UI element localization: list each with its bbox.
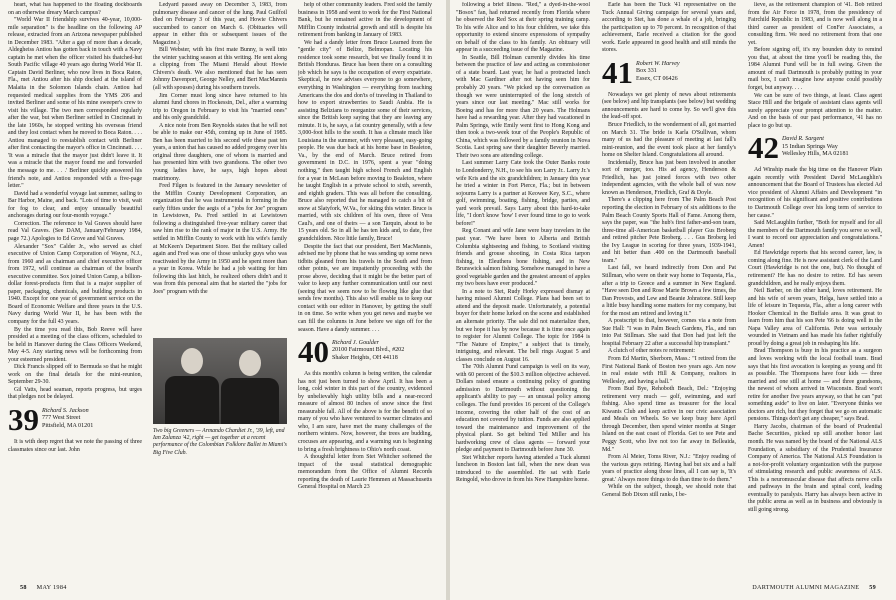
page-number: 58	[20, 584, 27, 591]
paragraph: Ed Hawkridge reports that his second career, law, is coming along fine. He is now assistant clerk of the Land Court (Hawkridge is not the one, but). No thought of retirement? He has no desire to retire. Ed has seven grandchildren, and he really enjoys them.	[748, 250, 882, 287]
paragraph: A nice note from Ben Reynolds states that he will not be able to make our 45th, coming up in June of 1985. Ben has been married to his second wife these past ten years, a union that has caused no added progeny over his original three daughters, one of whom is married and has presented him with two grandsons. The other two young ladies have, he says, high hopes about matrimony.	[153, 122, 287, 182]
left-page	[0, 0, 446, 600]
class-number: 42	[748, 130, 779, 166]
left-footer	[12, 584, 67, 591]
paragraph: Ledyard passed away on December 3, 1983, from pulmonary disease and cancer of the lung. Paul Guilfoil died on February 3 of this year, and Howie Chivers succumbed to cancer on March 6. (Obituaries will appear in either this or subsequent issues of the Magazine.)	[153, 2, 287, 46]
class-header-40	[298, 334, 432, 370]
paragraph: Reg Conant and wife Jane were busy travelers in the past year. "We have been to Alberta and British Columbia sightseeing and fishing, to Scotland visiting friends and grouse shooting, in Costa Rica tarpon fishing, in Eleuthera bone fishing, and in New Brunswick salmon fishing. Somehow managed to have a good vegetable garden and the greatest amount of apples my two bees have ever produced."	[456, 228, 590, 288]
address-line: Box 331	[636, 68, 657, 75]
left-column-1	[8, 2, 142, 574]
address-line: 20100 Fairmount Blvd., #202	[332, 347, 405, 354]
paragraph: Last summer Larry Cate took the Outer Banks route to Londonderry, N.H., to see his son Larry Jr.. Larry Jr.'s wife Kris and the six grandchildren; in January this year he tried a winter in Fort Pierce, Fla.; but in between sojourns Larry is a partner at Keowee Key, S.C., where golf, swimming, boating, fishing, bridge, parties, and yard work prevail. Says Larry about this hard-to-take life, "I don't know 'how' I ever found time to go to work before!"	[456, 160, 590, 227]
paragraph: There's a clipping here from The Palm Beach Post reporting the election in February of six additions to the Palm Beach County Sports Hall of Fame. Among them, says the paper, was "the hub's first father-and-son team, three-time all-American basketball player Gus Broberg and retired pitcher Pete Broberg. . . . Gus Broberg led the Ivy League in scoring for three years, 1939-1941, and hit better than .400 on the Dartmouth baseball team."	[602, 197, 736, 264]
address-line: Wellesley Hills, MA 02181	[782, 151, 849, 158]
paragraph: Brad Thompson is busy in his practice as a surgeon and loves working with the local football team. Brad says that his first avocation is keeping as young and fit as possible. The Thompsons have four kids — three married and one still at home — and three grandsons, the newest of whom arrived in Wisconsin. Brad won't retire for another five years anyway, so that he can "put something aside" to live on later. "Everyone thinks we doctors are rich, but they forget that we go on automatic pensions. Things don't get any cheaper," says Brad.	[748, 348, 882, 423]
paragraph: By the time you read this, Bob Reeve will have presided at a meeting of the class officers, scheduled to be held in Hanover during the Class Officers Weekend, May 4-5. Any starting news will be forthcoming from your esteemed president.	[8, 326, 142, 363]
paragraph: Fred Filgen is featured in the January newsletter of the Mifflin County Development Corporation, an organization that he was instrumental in forming in the early fifties under the aegis of a "jobs for Joe" program in Lewistown, Pa. Fred settled in at Lewistown following a distinguished five-year military career that saw him rise to the rank of major in the U.S. Army. He settled in Mifflin County to work with his wife's family at McKeen's Department Store. But the military called again and Fred was one of those unlucky guys who was reactivated by the Army in 1950 and he spent more than a year in Korea. While he had a job waiting for him following this last hitch, he realized others didn't and it was from this personal aim that he started the "jobs for Joes" program with the	[153, 183, 287, 295]
paragraph: From Al Meier, Toms River, N.J.: "Enjoy reading of the various guys retiring. Having had but six and a half years of practice along those lines, all I can say is, 'It's great.' Always more things to do than time to do them."	[602, 454, 736, 483]
paragraph: Earle has been the Tuck '41 representative on the Tuck Annual Giving campaign for several years and, according to Stet, has done a whale of a job, bringing the participation up to 70 percent. In recognition of that achievement, Earle received a citation for the good work. Earle appeared in good health and still minds the stores.	[602, 2, 736, 54]
paragraph: Before signing off, it's my bounden duty to remind you that, at about the time you'll be reading this, the 1984 Alumni Fund will be in full swing. Given the amount of mail Dartmouth is probably putting in your mail box, I can't imagine how anyone could possibly forget, but anyway. . . .	[748, 47, 882, 92]
paragraph: Nowadays we get plenty of news about retirements (see below) and hip transplants (see below) but wedding announcements are hard to come by. So we'll give this the lead-off spot.	[602, 91, 736, 121]
paragraph: Gil Vatts, head seaman, reports progress, but urges that pledges not be delayed.	[8, 386, 142, 401]
paragraph: In a note to Stet, Rudy Horky expressed dismay at having missed Alumni College. Plans had been set to attend and the deposit made. Unfortunately, a potential buyer for their home lurked on the scene and established an alternate priority. The sale did not materialize then, but we hope it has by now because it is time once again to register for Alumni College. The topic for 1984 is "The Nature of Empire," a subject that is timely, intriguing, and relevant. The bell rings August 5 and classes conclude on August 16.	[456, 288, 590, 363]
paragraph: Bill Webster, with his first mate Bunny, is well into the winter yachting season at this writing. He sent along a clipping from The Miami Herald about Howie Chivers's death. We also mentioned that he has seen Johnny Davenport, George Nelley, and Bert MacMannis (all with spouses) during his southern travels.	[153, 47, 287, 92]
paragraph: Stet Whitcher reports having attended a Tuck alumni luncheon in Boston last fall, when the new dean was introduced to the assembled. He sat with Earle Reingold, who drove in from his New Hampshire home.	[456, 454, 590, 484]
paragraph: Alexander "Sox" Calder Jr., who served as chief executive of Union Camp Corporation of Wayne, N.J., from 1960 and as chairman and chief executive officer from 1972, will continue as chairman of the board's executive committee. Sox joined Union Camp, a billion-dollar forest-products firm that is a major supplier of paper, packaging, chemicals, and building products in 1940. Except for one year of government service on the Board of Economic Welfare and three years in the U.S. Navy during World War II, he has been with the company for the full 43 years.	[8, 243, 142, 325]
paragraph: Jim Corner must long since have returned to his alumni fund chores in Hockessin, Del., after a warming trip to Oregon in February to visit his "married ones" and his only grandchild.	[153, 92, 287, 122]
right-column-2	[602, 2, 736, 574]
class-secretary-address	[332, 338, 404, 362]
paragraph: lieve, as the retirement champion of '41. Bob retired from the Air Force in 1978, from the presidency of Fairchild Republic in 1983, and is now well along in a third career as president of ConFer Associates, a consulting firm. We need no retirement from that one yet.	[748, 2, 882, 46]
class-number: 39	[8, 401, 39, 437]
class-number: 41	[602, 54, 633, 90]
secretary-name: David R. Sargent	[782, 136, 824, 143]
paragraph: Said McLaughlin further, "Both for myself and for all the members of the Dartmouth family you serve so well, I want to record our appreciation and congratulations." Amen!	[748, 220, 882, 249]
right-column-3	[748, 2, 882, 574]
photo-figure-right	[219, 338, 281, 424]
paragraph: Ad Winship made the big time on the Hanover Plain again recently with President David McLaughlin's announcement that the Board of Trustees has elected Ad vice president of Alumni Affairs and Development "in recognition of his significant and positive contributions to Dartmouth College over his long term of service to her cause."	[748, 167, 882, 219]
paragraph: We can be sure of two things, at least. Class agent Stace Hill and the brigade of assistant class agents will surely appreciate your prompt attention to the matter. And on the basis of our past performance, '41 has no place to go but up.	[748, 92, 882, 129]
address-line: Shaker Heights, OH 44118	[332, 354, 398, 361]
issue-date: MAY 1984	[36, 584, 67, 591]
paragraph: A clutch of other notes re retirement:	[608, 348, 696, 355]
paragraph: Correction. The reference to Val Graves should have read Val Graves. (See DAM, January/February 1984, page 72.) Apologies to Ed Grove and Val Graves.	[8, 220, 142, 242]
paragraph: Harry Jacobs, chairman of the board of Prudential Bache Securities, picked up still another honor last month. He was named by the board of the National ALS Foundation, a subsidiary of the Prudential Insurance Company of America. The National ALS Foundation is a not-for-profit voluntary organization with the purpose of stimulating research and public awareness of ALS. This is a neuromuscular disease that affects nerve cells and pathways in the brain and spinal cord, leading eventually to paralysis. Harry has always been active in the public arena as well as in business and obviously is still going strong.	[748, 423, 882, 513]
address-line: 15 Indian Springs Way	[782, 143, 838, 150]
paragraph: As this month's column is being written, the calendar has not just been turned to show April. It has been a long, cold winter in this part of the country, evidenced by unbelievably high utility bills and a near-record measure of almost 80 inches of snow since the first measurable fall. All of the above is for the benefit of so many of you who have ventured to warmer climates and who, I am sure, have met the many challenges of the northern winters. Now, however, the trees are budding, crocuses are appearing, and a warming sun is beginning to bring a fresh brightness to Ohio's north coast.	[298, 371, 432, 453]
paragraph: A postscript to that, however, comes via a note from Sue Hall: "I was in Palm Beach Gardens, Fla., and ran into Pat Stillman. She said that Don had just left the hospital February 22 after a successful hip transplant."	[602, 318, 736, 347]
paragraph: Bruce Friedlich, to the wonderment of all, got married on March 31. The bride is Karla O'Sullivan, whom many of us had the pleasure of meeting at last fall's mini-reunion, and the event took place at her family's home on Shelter Island. Congratulations all around.	[602, 122, 736, 159]
class-header-42	[748, 130, 882, 166]
class-secretary-address	[782, 134, 849, 158]
right-column-1	[456, 2, 590, 574]
photo-caption: Two big Greeners — Armando Chardiet Jr., '39, left, and Ian Zalanza '42, right — get together at a recent performance of the Colombian Folklore Ballet in Miami's Big Five Club.	[153, 428, 287, 456]
right-page	[450, 0, 896, 600]
address-line: Pittsfield, MA 01201	[42, 422, 94, 429]
magazine-name: DARTMOUTH ALUMNI MAGAZINE	[752, 584, 860, 591]
address-line: 777 West Street	[42, 415, 81, 422]
paragraph: "World War II friendship survives 40-year, 10,000-mile separation" is the headline on the following AP release, extracted from an Arizona newspaper published in December 1983. "After a gap of more than a decade, Aldegheiss Antiou has gotten back in touch with a Navy captain he met when the officer visited his thatched-hut South Pacific village 40 years ago during World War II. Captain David Berliner, who now lives in Boca Raton, Fla., met Antiou after his ship docked at the island of Malaita in the Solomon Islands chain. Antiou had requested medical supplies from the YMS 206 and invited Berliner and some of his mine sweeper's crew to visit his village. The two men corresponded regularly after the war, but when Berliner settled in Cincinnati in the late 1960s, he stopped writing his overseas friend and they lost contact when he moved to Boca Raton. . . . Antiou managed to reestablish contact with Berliner after first contacting the mayor's office in Cincinnati. . . . 'It was a miracle that the mayor just didn't leave it. It was a miracle that the mayor found me and forwarded the message to me. . . .' Berliner quickly answered his friend's note, and Antiou responded with a five-page letter."	[8, 17, 142, 190]
class-header-41	[602, 54, 736, 90]
paragraph: It is with deep regret that we note the passing of three classmates since our last. John	[8, 438, 142, 453]
paragraph: From Ed Martin, Sherborn, Mass.: "I retired from the First National Bank of Boston two years ago. Am now in real estate with Hill & Company, realtors in Wellesley, and having a ball."	[602, 355, 736, 385]
paragraph: Dick Francis slipped off to Bermuda so that he might work on the final details for the mini-reunion, September 29-30.	[8, 364, 142, 386]
class-number: 40	[298, 334, 329, 370]
paragraph: From Bud Bye, Rehoboth Beach, Del.: "Enjoying retirement very much — golf, swimming, and surf fishing. Also spend time as treasurer for the local Kiwanis Club and keep active in our civic association and Meals on Wheels. So we keep busy here April through December, then spend winter months at Singer Island on the east coast of Florida. Get to see Pete and Peggy Scott, who live not too far away in Belleaida, Md."	[602, 386, 736, 453]
paragraph: Despite the fact that our president, Bert MacMannis, advised me by phone that he was sending up some news tidbits gleaned from his travels in the South and from other points, we are impatiently proceeding with the prose above, deciding that it might be the better part of valor to keep any further communication until our next (seeing that we seem now to be flowing like glue that sends few months). This also will enable us to keep our contact with our editor in Hanover, by getting the stuff in on time. So write when you get news and maybe we can fill the columns in June before we sign off for the season. Have a dandy summer. . . .	[298, 243, 432, 333]
paragraph: We had a dandy letter from Bruce Learned from the "gentle city" of Belize, Belmopan. Locating his residence took some research, but we finally found it in British Honduras. Bruce has been there on a consulting job which he says is the occupation of every expatriate. Skeptical, he now advises everyone to go somewhere, everything in Washington — everything from teaching Americans the dos and don'ts of traveling in Thailand to how to export strawberries to Saudi Arabia. He is assisting Belizians to reorganize some of their services, since the British keep saying that they are leaving any minute. It is, he says, a fat country generally, with a few 3,000-foot hills to the south. It has a climate much like Louisiana in the summer, with very pleasant, easy-going people. He was due back at his home base in Bealeton, Va., by the end of March. Bruce retired from government in D.C. in 1976, spent a year "doing nothing," then taught high school French and English for a year in McLean before moving to Bealeton, where he taught English in a private school to sixth, seventh, and eighth graders. This was all before the consulting. Bruce also reported that he managed to catch a bit of snow at Slatyfork, W.Va., for skiing this winter. Bruce is married, with six children of his own, three of Vera Caul's, and one of theirs — a son Tarquin, about to be 15 years old. So in all he has ten kids and, to date, five grandchildren. Nice little family, Bruce!	[298, 39, 432, 242]
address-line: Essex, CT 06426	[636, 75, 678, 82]
left-column-2	[153, 2, 287, 336]
paragraph: David had a wonderful voyage last summer, sailing to Bar Harbor, Maine, and back. "Lots of time to visit, wait for fog to clear, and enjoy unusually beautiful anchorages during our four-month voyage."	[8, 190, 142, 220]
paragraph: Incidentally, Bruce has just been involved in another sort of merger, too. His ad agency, Henderson & Friedlich, has just joined forces with two other independent agencies, with the whole ball of wax now known as Henderson, Friedlich, Graf & Doyle.	[602, 159, 736, 196]
paragraph: A thoughtful letter from Stet Whitcher softened the impact of the usual statistical demographic memorandum from the Office of Alumni Records reporting the death of Laurie Hemmen at Massachusetts General Hospital on March 23	[298, 454, 432, 491]
paragraph: help of other community leaders. Fred sold the family business in 1958 and went to work for the First National Bank, but he remained active in the development of Mifflin County industrial growth and still is despite his retirement from banking in January of 1983.	[298, 2, 432, 39]
photo-figure-left	[163, 338, 221, 424]
class-secretary-address	[42, 406, 93, 430]
secretary-name: Richard S. Jackson	[42, 407, 89, 414]
page-number: 59	[869, 584, 876, 591]
left-column-3	[298, 2, 432, 574]
paragraph: In Seattle, Bill Holman currently divides his time between the practice of law and acting as commissioner of a state board. Last year, he had a protracted lunch with Mac Gardiner after not having seen him for probably 20 years. "We picked up the conversation as though we were uninterrupted of the long stretch of years since our last meeting." Mac still works for Boeing and has for more than 20 years. The Holmans have had a rewarding year. After they had vacationed in Palm Springs, wife Emily went first to Hong Kong and then took a two-week tour of the People's Republic of China, which was followed by a family reunion in Nova Scotia. Last spring saw their daughter Beverly married. Their two sons are attending college.	[456, 54, 590, 159]
class-header-39	[8, 401, 142, 437]
right-footer	[752, 584, 884, 591]
paragraph: While on the subject, though, we should note that General Bob Dixon still ranks, I be-	[602, 484, 736, 498]
paragraph: heart, what has happened to the floating dockboards on an otherwise dreary March campus?	[8, 2, 142, 16]
secretary-name: Richard J. Goulder	[332, 340, 379, 347]
secretary-name: Robert W. Harvey	[636, 60, 680, 67]
class-secretary-address	[636, 59, 680, 83]
paragraph: Neil Barber, on the other hand, loves retirement. He and his wife of seven years, Helga, have settled into a life of leisure in Tequesta, Fla., after a long career with Hooker Chemical in the Buffalo area. It was great to learn from him that his son Pete '66 is doing well in the Napa Valley area of California. Pete was seriously wounded in Vietnam and has made his father rightfully proud by doing a great job in reshaping his life.	[748, 288, 882, 347]
paragraph: The 70th Alumni Fund campaign is well on its way, with 60 percent of the $10.3 million objective achieved. Dollars raised ensure a continuing policy of granting admission to Dartmouth without questioning the applicant's ability to pay — an unusual policy among colleges. The fund provides 16 percent of the College's income, covering the other half of the cost of an education not covered by tuition. Funds are also applied toward the maintenance and improvement of the physical plant. So get behind Ted Miller and his hardworking crew of class agents — forward your pledge and payment to Dartmouth before June 30.	[456, 364, 590, 454]
paragraph: following a brief illness. "Red," a dyed-in-the-wool "Bosox" fan, had returned recently from Florida where he observed the Red Sox at their spring training camp. To his wife Alice and to his four children, we take this opportunity to extend sincere expressions of sympathy on behalf of the class to his family. An obituary will appear in a succeeding issue of the Magazine.	[456, 2, 590, 54]
photo-two-men	[153, 338, 287, 424]
paragraph: Last fall, we heard indirectly from Don and Pat Stillman, who were on their way home to Tequesta, Fla., after a trip to Greece and a summer in New England. "Have seen Don and Rose Marie Brown a few times, the Dan Provosts, and Lew and Beanie Johnstone. Still keep a little busy handling some matters for my company, but for the most am retired and loving it."	[602, 265, 736, 317]
